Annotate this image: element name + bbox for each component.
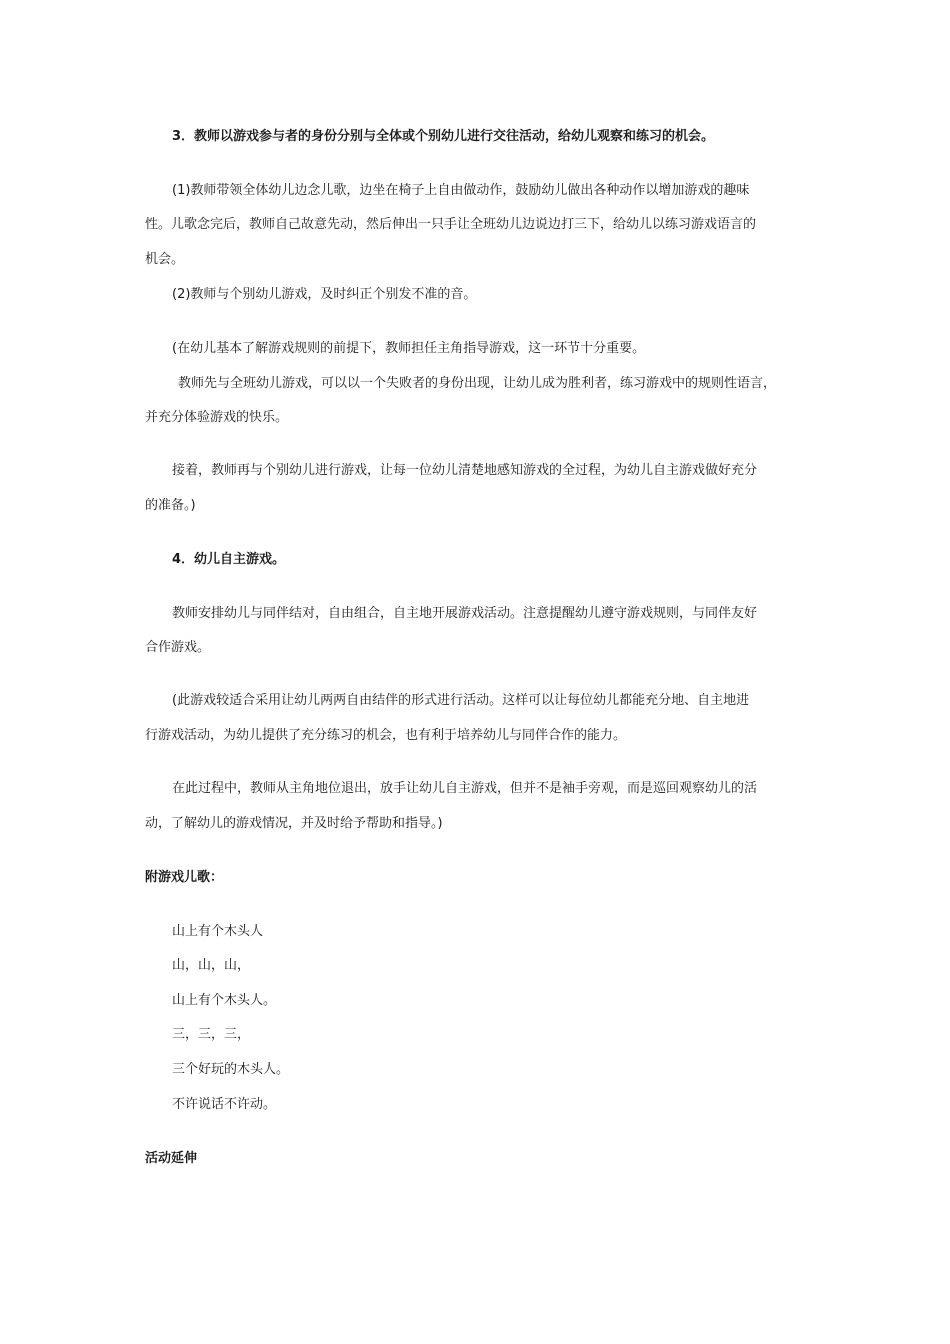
note-line: 动，了解幼儿的游戏情况，并及时给予帮助和指导。) [145,816,443,831]
note-line: 行游戏活动，为幼儿提供了充分练习的机会，也有利于培养幼儿与同伴合作的能力。 [145,728,627,743]
song-line: 不许说话不许动。 [172,1097,277,1112]
paragraph-line: 合作游戏。 [145,640,211,655]
note-line: 教师先与全班幼儿游戏，可以以一个失败者的身份出现，让幼儿成为胜利者，练习游戏中的规则性语言， [178,376,777,391]
note-line: 并充分体验游戏的快乐。 [145,410,289,425]
section-3-heading: 3．教师以游戏参与者的身份分别与全体或个别幼儿进行交往活动，给幼儿观察和练习的机会。 [172,129,715,144]
song-line: 山上有个木头人 [172,924,264,939]
extension-heading: 活动延伸 [145,1151,198,1166]
note-line: (此游戏较适合采用让幼儿两两自由结伴的形式进行活动。这样可以让每位幼儿都能充分地、自主地进 [172,693,750,708]
song-heading: 附游戏儿歌： [145,870,224,885]
note-line: 接着，教师再与个别幼儿进行游戏，让每一位幼儿清楚地感知游戏的全过程，为幼儿自主游戏做好充分 [172,463,758,478]
song-line: 三个好玩的木头人。 [172,1062,290,1077]
paragraph-line: (2)教师与个别幼儿游戏，及时纠正个别发不准的音。 [172,287,477,302]
paragraph-line: 教师安排幼儿与同伴结对，自由组合，自主地开展游戏活动。注意提醒幼儿遵守游戏规则，与同伴友好 [172,606,758,621]
paragraph-line: (1)教师带领全体幼儿边念儿歌，边坐在椅子上自由做动作，鼓励幼儿做出各种动作以增加游戏的趣味 [172,183,750,198]
paragraph-line: 机会。 [145,252,185,267]
paragraph-line: 性。儿歌念完后，教师自己故意先动，然后伸出一只手让全班幼儿边说边打三下，给幼儿以练习游戏语言的 [145,217,757,232]
note-line: 的准备。) [145,498,196,513]
section-4-heading: 4．幼儿自主游戏。 [172,552,286,567]
note-line: (在幼儿基本了解游戏规则的前提下，教师担任主角指导游戏，这一环节十分重要。 [172,341,646,356]
song-line: 山上有个木头人。 [172,993,277,1008]
note-line: 在此过程中，教师从主角地位退出，放手让幼儿自主游戏，但并不是袖手旁观，而是巡回观察幼儿的活 [172,781,758,796]
song-line: 山，山，山， [172,958,251,973]
song-line: 三，三，三， [172,1027,251,1042]
